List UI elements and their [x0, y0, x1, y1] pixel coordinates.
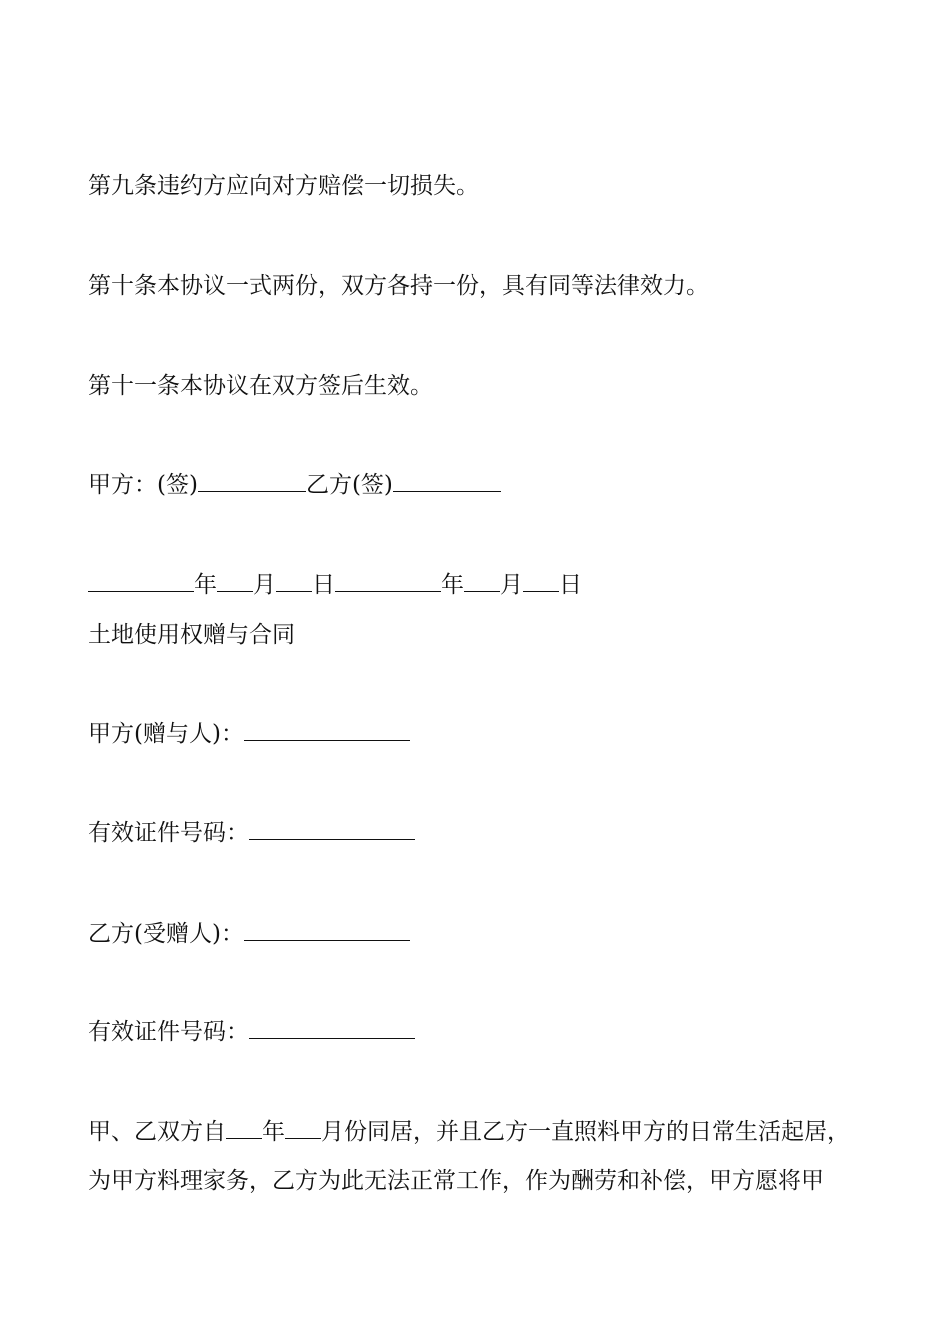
month-label: 月 [253, 572, 276, 598]
party-b-sign-label: 乙方(签) [305, 472, 393, 498]
donee-blank[interactable] [244, 920, 410, 941]
year-label: 年 [441, 572, 464, 598]
article-9: 第九条违约方应向对方赔偿一切损失。 [88, 173, 479, 199]
paragraph-text-start: 甲、乙双方自 [88, 1119, 226, 1145]
date-line [88, 570, 582, 600]
party-b-sign-blank[interactable] [393, 471, 501, 492]
article-10: 第十条本协议一式两份，双方各持一份，具有同等法律效力。 [88, 273, 709, 299]
donor-id-line [88, 818, 415, 848]
paragraph-line-2: 为甲方料理家务，乙方为此无法正常工作，作为酬劳和补偿，甲方愿将甲 [88, 1168, 824, 1194]
donor-id-label: 有效证件号码： [88, 820, 249, 846]
party-a-day-blank[interactable] [276, 571, 312, 592]
donor-id-blank[interactable] [249, 819, 415, 840]
paragraph-text-end: 月份同居，并且乙方一直照料甲方的日常生活起居， [321, 1119, 850, 1145]
party-a-sign-blank[interactable] [198, 471, 306, 492]
year-label: 年 [194, 572, 217, 598]
cohabit-month-blank[interactable] [285, 1118, 321, 1139]
party-b-month-blank[interactable] [464, 571, 500, 592]
signature-line [88, 470, 501, 500]
party-a-year-blank[interactable] [88, 571, 194, 592]
paragraph-line-1 [88, 1117, 850, 1147]
donee-line [88, 919, 410, 949]
cohabit-year-blank[interactable] [226, 1118, 262, 1139]
party-a-sign-label: 甲方：(签) [88, 472, 198, 498]
article-11: 第十一条本协议在双方签后生效。 [88, 373, 433, 399]
party-b-year-blank[interactable] [335, 571, 441, 592]
day-label: 日 [559, 572, 582, 598]
party-a-month-blank[interactable] [217, 571, 253, 592]
party-b-day-blank[interactable] [523, 571, 559, 592]
donee-id-blank[interactable] [249, 1018, 415, 1039]
contract-title: 土地使用权赠与合同 [88, 622, 295, 648]
donor-blank[interactable] [244, 720, 410, 741]
day-label: 日 [312, 572, 335, 598]
donor-line [88, 719, 410, 749]
paragraph-year-label: 年 [262, 1119, 285, 1145]
donee-label: 乙方(受赠人)： [88, 921, 244, 947]
month-label: 月 [500, 572, 523, 598]
donee-id-label: 有效证件号码： [88, 1019, 249, 1045]
donor-label: 甲方(赠与人)： [88, 721, 244, 747]
donee-id-line [88, 1017, 415, 1047]
